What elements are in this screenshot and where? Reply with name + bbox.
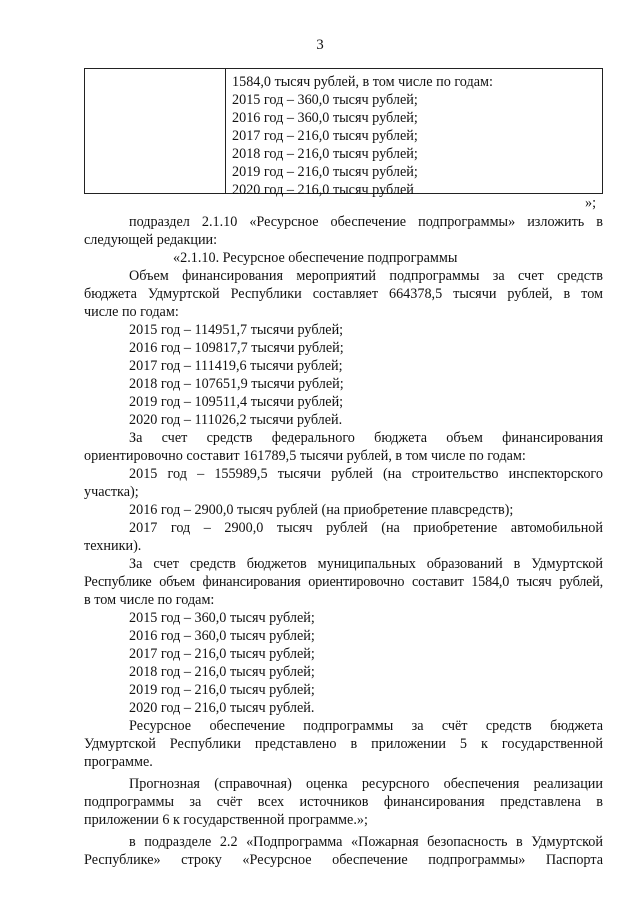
year-line: 2020 год – 216,0 тысяч рублей. [129, 700, 315, 716]
table-line: 2019 год – 216,0 тысяч рублей; [232, 164, 418, 180]
paragraph-line: в подразделе 2.2 «Подпрограмма «Пожарная безопасность в Удмуртской [129, 834, 603, 850]
table-line: 2020 год – 216,0 тысяч рублей [232, 182, 414, 198]
paragraph-line: следующей редакции: [84, 232, 218, 248]
paragraph-line: За счет средств федерального бюджета объем финансирования [129, 430, 603, 446]
table-value-cell [226, 69, 602, 198]
year-line: 2020 год – 111026,2 тысячи рублей. [129, 412, 343, 428]
closing-quote: »; [585, 195, 597, 211]
paragraph-line: Республике объем финансирования ориентировочно составит 1584,0 тысяч рублей, [84, 574, 603, 590]
paragraph-line: Объем финансирования мероприятий подпрограммы за счет средств [129, 268, 603, 284]
section-heading: «2.1.10. Ресурсное обеспечение подпрограммы [173, 250, 458, 266]
year-line: 2016 год – 109817,7 тысячи рублей; [129, 340, 344, 356]
table-line: 2015 год – 360,0 тысяч рублей; [232, 92, 418, 108]
table-line: 1584,0 тысяч рублей, в том числе по годам: [232, 74, 493, 90]
paragraph-line: Прогнозная (справочная) оценка ресурсного обеспечения реализации [129, 776, 603, 792]
paragraph-line: Удмуртской Республики представлено в приложении 5 к государственной [84, 736, 603, 752]
paragraph-line: техники). [84, 538, 142, 554]
paragraph-line: приложении 6 к государственной программе.»; [84, 812, 368, 828]
paragraph-line: ориентировочно составит 161789,5 тысячи рублей, в том числе по годам: [84, 448, 526, 464]
resource-table [84, 68, 603, 198]
year-line: 2017 год – 111419,6 тысячи рублей; [129, 358, 343, 374]
table-line: 2018 год – 216,0 тысяч рублей; [232, 146, 418, 162]
year-line: 2019 год – 109511,4 тысячи рублей; [129, 394, 344, 410]
table-line: 2016 год – 360,0 тысяч рублей; [232, 110, 418, 126]
paragraph-line: 2015 год – 155989,5 тысячи рублей (на строительство инспекторского [129, 466, 603, 482]
page-number: 3 [316, 37, 324, 53]
paragraph-line: программе. [84, 754, 153, 770]
year-line: 2015 год – 360,0 тысяч рублей; [129, 610, 315, 626]
paragraph-line: Ресурсное обеспечение подпрограммы за счёт средств бюджета [129, 718, 603, 734]
paragraph-line: подпрограммы за счёт всех источников финансирования представлена в [84, 794, 603, 810]
table-line: 2017 год – 216,0 тысяч рублей; [232, 128, 418, 144]
paragraph-line: Республике» строку «Ресурсное обеспечение подпрограммы» Паспорта [84, 852, 603, 868]
paragraph-line: 2016 год – 2900,0 тысяч рублей (на приобретение плавсредств); [129, 502, 514, 518]
paragraph-line: бюджета Удмуртской Республики составляет 664378,5 тысячи рублей, в том [84, 286, 603, 302]
year-line: 2017 год – 216,0 тысяч рублей; [129, 646, 315, 662]
paragraph-line: числе по годам: [84, 304, 179, 320]
paragraph-line: участка); [84, 484, 139, 500]
paragraph-line: подраздел 2.1.10 «Ресурсное обеспечение подпрограммы» изложить в [129, 214, 603, 230]
table-label-cell [85, 69, 226, 193]
year-line: 2019 год – 216,0 тысяч рублей; [129, 682, 315, 698]
year-line: 2015 год – 114951,7 тысячи рублей; [129, 322, 344, 338]
year-line: 2018 год – 107651,9 тысячи рублей; [129, 376, 344, 392]
paragraph-line: в том числе по годам: [84, 592, 215, 608]
year-line: 2016 год – 360,0 тысяч рублей; [129, 628, 315, 644]
year-line: 2018 год – 216,0 тысяч рублей; [129, 664, 315, 680]
paragraph-line: За счет средств бюджетов муниципальных образований в Удмуртской [129, 556, 603, 572]
paragraph-line: 2017 год – 2900,0 тысяч рублей (на приобретение автомобильной [129, 520, 603, 536]
